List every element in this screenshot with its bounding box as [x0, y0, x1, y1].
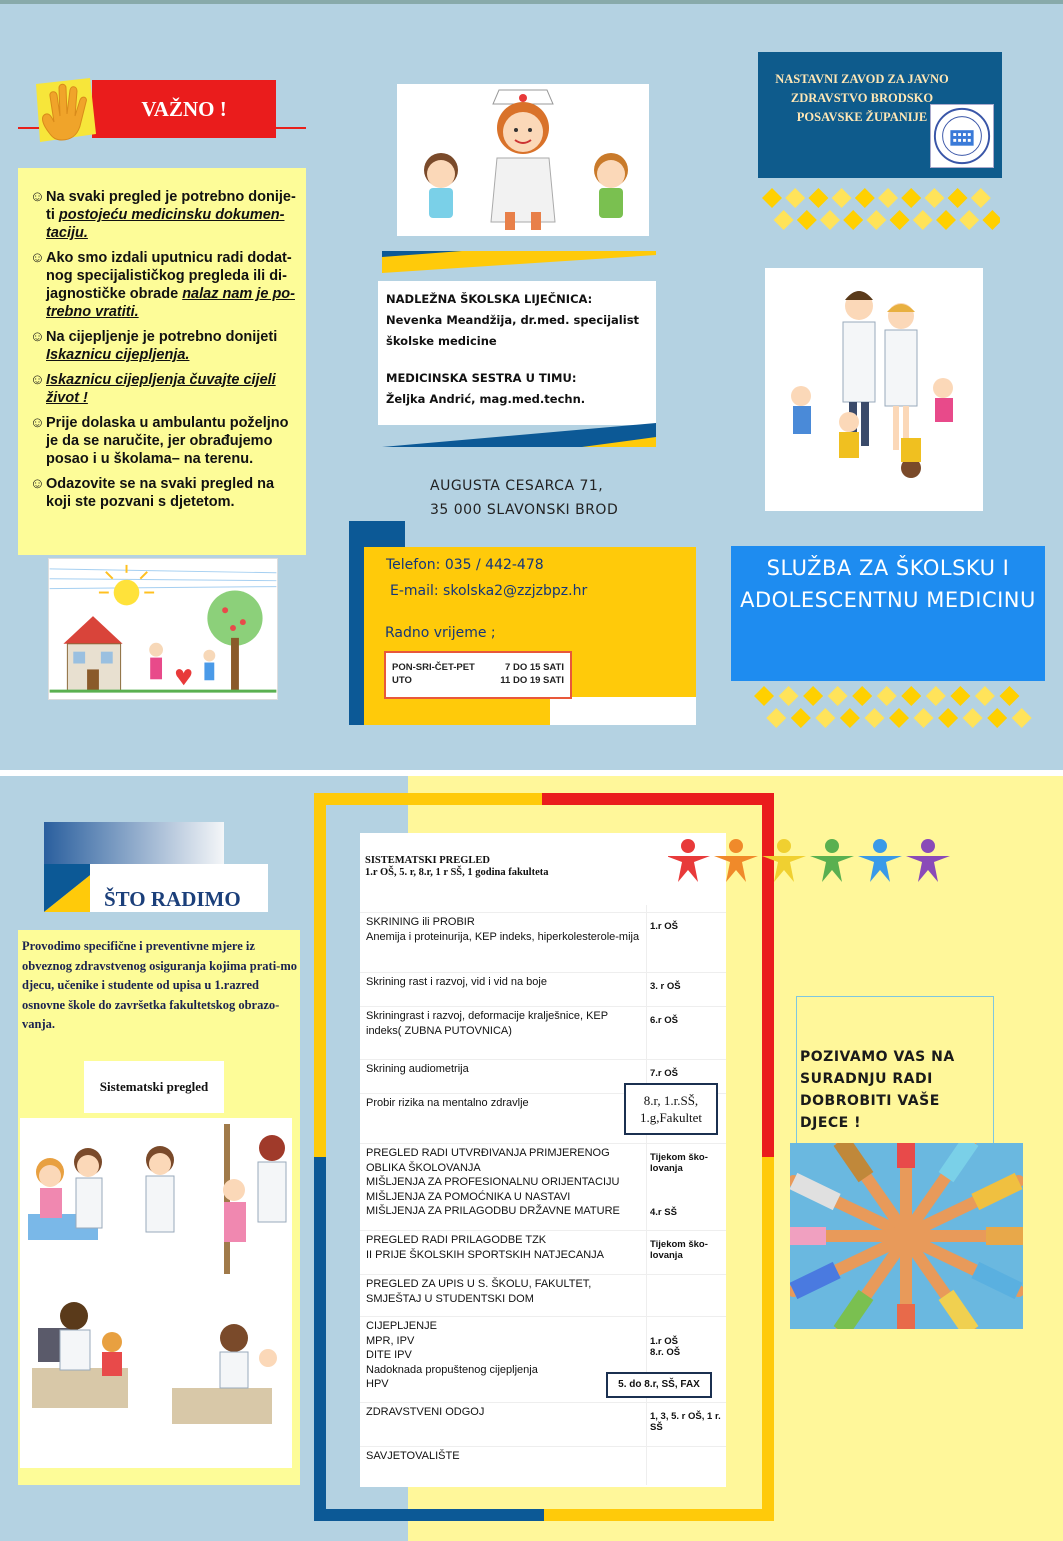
diamond-shape	[754, 686, 774, 706]
diamond-shape	[779, 686, 799, 706]
vazno-item-text	[46, 328, 298, 364]
diamond-shape	[855, 188, 875, 208]
service-title: SLUŽBA ZA ŠKOLSKU I ADOLESCENTNU MEDICINU	[731, 546, 1045, 681]
table-cell-service: ZDRAVSTVENI ODGOJ	[366, 1406, 485, 1418]
working-hours-label: Radno vrijeme ;	[385, 625, 496, 641]
hand-icon	[26, 76, 102, 152]
smiley-bullet-icon: ☺	[30, 415, 45, 431]
medical-examination-image	[20, 1118, 292, 1468]
working-hours-table	[384, 651, 572, 699]
vazno-item-text	[46, 414, 298, 468]
table-cell-service: CIJEPLJENJE MPR, IPV DITE IPV Nadoknada propuštenog cijepljenja HPV	[366, 1320, 538, 1390]
sto-title: ŠTO RADIMO	[104, 887, 241, 911]
hours-days: PON-SRI-ČET-PET	[392, 662, 475, 673]
diamond-shape	[877, 686, 897, 706]
table-cell-service: SKRINING ili PROBIR Anemija i proteinurija, KEP indeks, hiperkolesterole-mija	[366, 916, 640, 943]
table-cell-group: 3. r OŠ	[650, 981, 681, 992]
hours-row-2	[392, 674, 564, 687]
vazno-item-fragment: Na svaki pregled je potrebno donije-ti	[46, 189, 296, 223]
address-city: 35 000 SLAVONSKI BROD	[430, 502, 619, 518]
chain-person	[762, 839, 806, 882]
diamond-shape	[982, 210, 1000, 230]
diamond-shape	[1012, 708, 1032, 728]
doctor-name: Nevenka Meandžija, dr.med. specijalist školske medicine	[386, 313, 640, 348]
vazno-item-fragment: Na cijepljenje je potrebno donijeti	[46, 329, 278, 345]
table-row	[360, 1059, 726, 1079]
hours-row-1	[392, 661, 564, 674]
vazno-item-text	[46, 249, 298, 321]
hours-days: UTO	[392, 675, 412, 686]
vazno-item-emphasis: Iskaznicu cijepljenja.	[46, 347, 190, 363]
diamond-shape	[878, 188, 898, 208]
nurse-name: Željka Andrić, mag.med.techn.	[386, 392, 586, 406]
vazno-item	[30, 414, 298, 468]
diamond-shape	[815, 708, 835, 728]
diamond-shape	[840, 708, 860, 728]
vazno-notice-panel	[18, 168, 306, 555]
sistematski-pregled-label: Sistematski pregled	[84, 1061, 224, 1113]
diamond-shape	[963, 708, 983, 728]
vazno-item-emphasis: postojeću medicinsku dokumen-taciju.	[46, 207, 285, 241]
table-row	[360, 1143, 726, 1218]
school-nurse-with-children-image	[397, 84, 649, 236]
decorative-diamonds-top	[760, 186, 1000, 234]
table-row	[360, 1274, 726, 1305]
table-cell-service: Skriningrast i razvoj, deformacije kralješnice, KEP indeks( ZUBNA PUTOVNICA)	[366, 1010, 608, 1037]
smiley-bullet-icon: ☺	[30, 372, 45, 388]
diamond-shape	[791, 708, 811, 728]
table-row	[360, 1006, 726, 1037]
diamond-shape	[864, 708, 884, 728]
vazno-title: VAŽNO !	[92, 80, 276, 138]
nurse-label: MEDICINSKA SESTRA U TIMU:	[386, 371, 577, 385]
diamond-shape	[890, 210, 910, 230]
contact-email[interactable]: E-mail: skolska2@zzjzbpz.hr	[390, 583, 588, 599]
decorative-stripe-top	[382, 251, 656, 273]
child-drawing-image	[48, 558, 278, 700]
institute-logo-icon	[930, 104, 994, 168]
vazno-item-fragment: Prije dolaska u ambulantu poželjno je da se naručite, jer obrađujemo posao i u školama– na terenu.	[46, 415, 289, 467]
hours-time: 7 DO 15 SATI	[505, 662, 564, 673]
table-cell-group: 1.r OŠ 8.r. OŠ	[650, 1336, 681, 1358]
mental-health-target-box: 8.r, 1.r.SŠ, 1.g,Fakultet	[624, 1083, 718, 1135]
diamond-shape	[828, 686, 848, 706]
joined-hands-image	[790, 1143, 1023, 1329]
diamond-shape	[971, 188, 991, 208]
hours-time: 11 DO 19 SATI	[500, 675, 564, 686]
people-chain-icon	[668, 836, 978, 886]
table-cell-service: PREGLED RADI PRILAGODBE TZK II PRIJE ŠKOLSKIH SPORTSKIH NATJECANJA	[366, 1234, 604, 1261]
doctor-label: NADLEŽNA ŠKOLSKA LIJEČNICA:	[386, 292, 593, 306]
address-block	[430, 474, 618, 522]
diamond-shape	[774, 210, 794, 230]
vazno-item-fragment: Ako smo izdali uputnicu radi dodat-nog specijalističkog pregleda ili di-jagnostičke obrade	[46, 250, 292, 302]
table-cell-service: Probir rizika na mentalno zdravlje	[366, 1097, 529, 1109]
smiley-bullet-icon: ☺	[30, 189, 45, 205]
table-column-divider	[646, 905, 647, 1485]
diamond-shape	[999, 686, 1019, 706]
diamond-shape	[832, 188, 852, 208]
diamond-shape	[843, 210, 863, 230]
table-row	[360, 1402, 726, 1433]
vazno-item	[30, 249, 298, 321]
diamond-shape	[913, 210, 933, 230]
diamond-shape	[926, 686, 946, 706]
table-cell-service: SAVJETOVALIŠTE	[366, 1450, 460, 1462]
diamond-shape	[975, 686, 995, 706]
vazno-item-text	[46, 475, 298, 511]
table-cell-group: 1, 3, 5. r OŠ, 1 r. SŠ	[650, 1411, 721, 1433]
table-cell-service: Skrining audiometrija	[366, 1063, 469, 1075]
vazno-item-emphasis: nalaz nam je po-trebno vratiti.	[46, 286, 295, 320]
chain-person	[906, 839, 950, 882]
vazno-item	[30, 328, 298, 364]
table-cell-group: Tijekom ško-lovanja	[650, 1239, 708, 1261]
decorative-diamonds-bottom	[752, 684, 1032, 730]
chain-person	[858, 839, 902, 882]
table-cell-service: PREGLED RADI UTVRĐIVANJA PRIMJERENOG OBLIKA ŠKOLOVANJA MIŠLJENJA ZA PROFESIONALNU ORIJENTACIJU MIŠLJENJA ZA POMOĆNIKA U NASTAVI MIŠLJENJA ZA PRILAGODBU DRŽAVNE MATURE	[366, 1147, 620, 1217]
table-cell-group: 6.r OŠ	[650, 1015, 678, 1026]
table-cell-service: PREGLED ZA UPIS U S. ŠKOLU, FAKULTET, SMJEŠTAJ U STUDENTSKI DOM	[366, 1278, 592, 1305]
vazno-item-emphasis: Iskaznicu cijepljenja čuvajte cijeli život !	[46, 372, 276, 406]
diamond-shape	[914, 708, 934, 728]
diamond-shape	[785, 188, 805, 208]
vazno-item-fragment: Odazovite se na svaki pregled na koji ste pozvani s djetetom.	[46, 476, 275, 510]
chain-person	[714, 839, 758, 882]
diamond-shape	[762, 188, 782, 208]
diamond-shape	[797, 210, 817, 230]
table-cell-group: 1.r OŠ	[650, 921, 678, 932]
sto-description: Provodimo specifične i preventivne mjere iz obveznog zdravstvenog osiguranja kojima prati-mo djecu, učenike i studente od upisa u 1.razred osnovne škole do završetka fakultetskog obrazo-vanja.	[22, 939, 297, 1031]
diamond-shape	[948, 188, 968, 208]
doctors-with-children-image	[765, 268, 983, 511]
diamond-shape	[866, 210, 886, 230]
vazno-item-text	[46, 371, 298, 407]
diamond-shape	[808, 188, 828, 208]
vazno-item	[30, 188, 298, 242]
smiley-bullet-icon: ☺	[30, 250, 45, 266]
institute-name: NASTAVNI ZAVOD ZA JAVNO ZDRAVSTVO BRODSKO POSAVSKE ŽUPANIJE	[775, 72, 949, 124]
diamond-shape	[950, 686, 970, 706]
contact-phone[interactable]: Telefon: 035 / 442-478	[386, 557, 544, 573]
diamond-shape	[889, 708, 909, 728]
chain-person	[668, 839, 710, 882]
table-cell-group: 7.r OŠ	[650, 1068, 678, 1079]
vazno-item	[30, 475, 298, 511]
contact-white-corner	[550, 697, 696, 725]
table-row	[360, 912, 726, 943]
diamond-shape	[852, 686, 872, 706]
diamond-shape	[901, 188, 921, 208]
table-heading-title: SISTEMATSKI PREGLED	[365, 855, 490, 866]
sto-header-gradient	[44, 822, 224, 864]
diamond-shape	[803, 686, 823, 706]
diamond-shape	[936, 210, 956, 230]
table-cell-service: Skrining rast i razvoj, vid i vid na boje	[366, 976, 547, 988]
diamond-shape	[987, 708, 1007, 728]
table-row	[360, 1230, 726, 1261]
vazno-item	[30, 371, 298, 407]
diamond-shape	[901, 686, 921, 706]
table-heading-subtitle: 1.r OŠ, 5. r, 8.r, 1 r SŠ, 1 godina fakulteta	[365, 867, 549, 878]
table-heading	[365, 855, 695, 879]
diamond-shape	[938, 708, 958, 728]
contact-info	[386, 552, 587, 604]
diamond-shape	[766, 708, 786, 728]
diamond-shape	[820, 210, 840, 230]
smiley-bullet-icon: ☺	[30, 329, 45, 345]
diamond-shape	[959, 210, 979, 230]
smiley-bullet-icon: ☺	[30, 476, 45, 492]
invitation-text: POZIVAMO VAS NA SURADNJU RADI DOBROBITI VAŠE DJECE !	[800, 1049, 955, 1131]
address-street: AUGUSTA CESARCA 71,	[430, 478, 604, 494]
table-cell-group: Tijekom ško-lovanja 4.r SŠ	[650, 1152, 708, 1218]
hpv-target-box: 5. do 8.r, SŠ, FAX	[606, 1372, 712, 1398]
diamond-shape	[924, 188, 944, 208]
vazno-item-text	[46, 188, 298, 242]
decorative-stripe-bottom	[382, 423, 656, 447]
school-doctor-info	[378, 281, 656, 425]
table-row	[360, 1446, 726, 1462]
table-row	[360, 972, 726, 992]
chain-person	[810, 839, 854, 882]
